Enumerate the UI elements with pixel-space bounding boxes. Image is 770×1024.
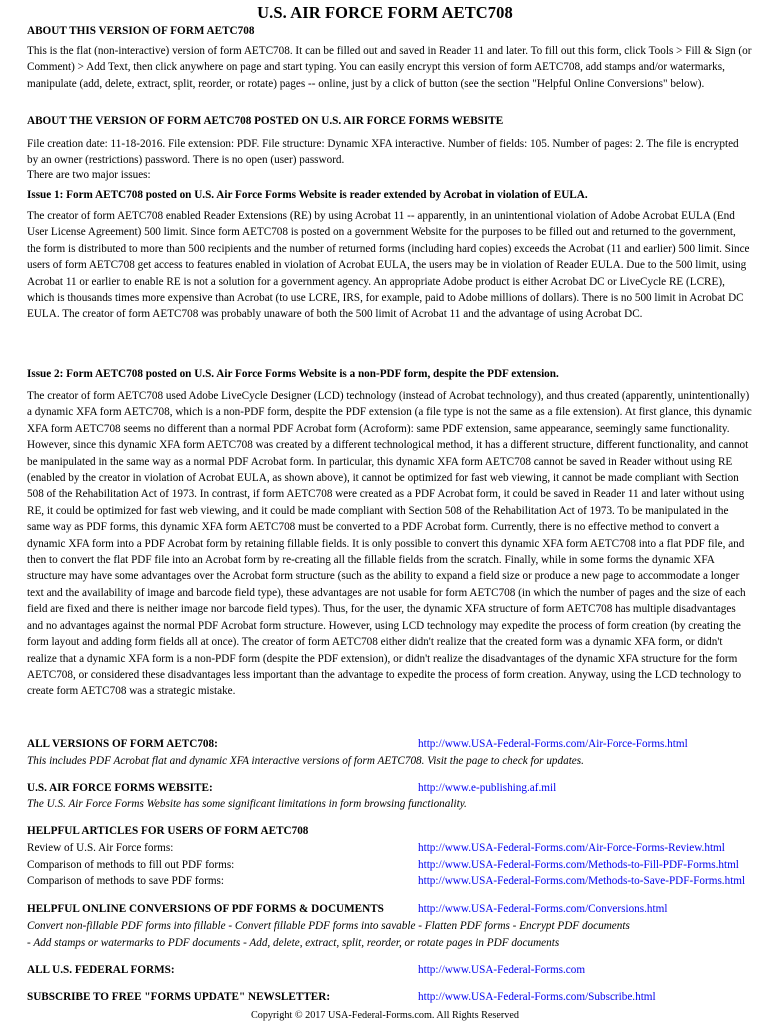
article-link-fill[interactable]: http://www.USA-Federal-Forms.com/Methods-to-Fill-PDF-Forms.html: [418, 859, 739, 871]
website-note: The U.S. Air Force Forms Website has some significant limitations in form browsing functionality.: [27, 798, 467, 810]
about-website-version-body: File creation date: 11-18-2016. File extension: PDF. File structure: Dynamic XFA interactive. Number of fields: 105. Number of pages: 2. The file is encrypted by an owner (restrictions) password. There is no open (user) password.: [27, 138, 739, 167]
issue2-heading: Issue 2: Form AETC708 posted on U.S. Air Force Forms Website is a non-PDF form, despite the PDF extension.: [27, 368, 559, 380]
website-label: U.S. AIR FORCE FORMS WEBSITE:: [27, 782, 213, 794]
article-link-review[interactable]: http://www.USA-Federal-Forms.com/Air-Force-Forms-Review.html: [418, 842, 725, 854]
all-federal-label: ALL U.S. FEDERAL FORMS:: [27, 964, 175, 976]
issues-intro: There are two major issues:: [27, 169, 151, 181]
helpful-articles-heading: HELPFUL ARTICLES FOR USERS OF FORM AETC708: [27, 825, 309, 837]
conversions-label: HELPFUL ONLINE CONVERSIONS OF PDF FORMS & DOCUMENTS: [27, 903, 384, 915]
subscribe-link[interactable]: http://www.USA-Federal-Forms.com/Subscribe.html: [418, 991, 656, 1003]
issue2-body: The creator of form AETC708 used Adobe LiveCycle Designer (LCD) technology (instead of Acrobat technology), and thus created (apparently, unintentionally) a dynamic XFA form AETC708, which is a non-PDF form, despite the PDF extension (a file type is not the same as a file extension). At first glance, this dynamic XFA form AETC708 seems no different than a normal PDF Acrobat form (Acroform): same PDF extension, same appearance, seemingly same functionality. However, since this dynamic XFA form AETC708 was created by a different technological method, it has a different structure, different functionality, and cannot be manipulated in the same way as a normal PDF Acrobat form. In particular, this dynamic XFA form AETC708 cannot be saved in Reader without using RE (enabled by the creator in violation of Acrobat EULA, as shown above), it cannot be optimized for fast web viewing, it cannot be made compliant with Section 508 of the Rehabilitation Act of 1973. In contrast, if form AETC708 were created as a PDF Acrobat form, it could be saved in Reader 11 and later without using RE, it could be optimized for fast web viewing, and it could be made compliant with Section 508 of the Rehabilitation Act of 1973. To be manipulated in the same way as PDF forms, this dynamic XFA form AETC708 must be converted to a PDF Acrobat form. Currently, there is no effective method to convert a dynamic XFA form into a PDF Acrobat form by retaining fillable fields. It is only possible to convert this dynamic XFA form AETC708 into a flat PDF file, and then to convert the flat PDF file into an Acrobat form by re-creating all the fillable fields from the scratch. Finally, while in some forms the dynamic XFA structure may have some advantages over the Acrobat form structure (such as the ability to expand a field size or produce a new page to accommodate a longer text and the availability of image and barcode field type), these advantages are not usable for form AETC708 (in which the number of pages and the size of each field are fixed and there is neither image nor barcode field types). Thus, for the user, the dynamic XFA structure of form AETC708 has multiple disadvantages and no advantages against the normal PDF Acrobat form structure. However, using LCD technology may expedite the process of form creation (by creating the form layout and adding form fields all at once). The creator of form AETC708 either didn't realize that the created form was a dynamic XFA form, or didn't realize that a dynamic XFA form is a non-PDF form (despite the PDF extension), or didn't realize the disadvantages of the dynamic XFA structure for the form AETC708, or considered these disadvantages less important than the advantage to expedite the process of form creation. Anyway, using the LCD technology to create form AETC708 was a strategic mistake.: [27, 390, 752, 698]
page-title: U.S. AIR FORCE FORM AETC708: [257, 3, 513, 22]
issue1-body: The creator of form AETC708 enabled Reader Extensions (RE) by using Acrobat 11 -- apparently, in an unintentional violation of Adobe Acrobat EULA (End User License Agreement) 500 limit. Since form AETC708 is posted on a government Website for the purposes to be filled out and returned to the government, the form is distributed to more than 500 recipients and the number of returned forms (including hard copies) exceeds the Acrobat (11 and earlier) 500 limit. Since users of form AETC708 get access to features enabled in violation of Acrobat EULA, the users may be in violation of Reader EULA. Due to the 500 limit, using Acrobat 11 or earlier to enable RE is not a solution for a government agency. An appropriate Adobe product is either Acrobat DC or LiveCycle RE (LCRE), which is thousands times more expensive than Acrobat (to use LCRE, IRS, for example, paid to Adobe millions of dollars). There is no 500 limit in Acrobat DC EULA. The creator of form AETC708 was probably unaware of both the 500 limit of Acrobat 11 and the advantage of using Acrobat DC.: [27, 210, 750, 321]
all-versions-link[interactable]: http://www.USA-Federal-Forms.com/Air-Force-Forms.html: [418, 738, 688, 750]
all-versions-label: ALL VERSIONS OF FORM AETC708:: [27, 738, 218, 750]
article-label-save: Comparison of methods to save PDF forms:: [27, 875, 225, 887]
all-versions-note: This includes PDF Acrobat flat and dynamic XFA interactive versions of form AETC708. Visit the page to check for updates.: [27, 755, 584, 767]
conversions-line1: Convert non-fillable PDF forms into fillable - Convert fillable PDF forms into savable - Flatten PDF forms - Encrypt PDF documents: [27, 920, 630, 932]
about-version-heading: ABOUT THIS VERSION OF FORM AETC708: [27, 25, 255, 37]
article-label-review: Review of U.S. Air Force forms:: [27, 842, 174, 854]
article-link-save[interactable]: http://www.USA-Federal-Forms.com/Methods-to-Save-PDF-Forms.html: [418, 875, 746, 887]
about-website-version-heading: ABOUT THE VERSION OF FORM AETC708 POSTED ON U.S. AIR FORCE FORMS WEBSITE: [27, 115, 504, 127]
issue1-heading: Issue 1: Form AETC708 posted on U.S. Air Force Forms Website is reader extended by Acrobat in violation of EULA.: [27, 189, 588, 201]
all-federal-link[interactable]: http://www.USA-Federal-Forms.com: [418, 964, 586, 976]
website-link[interactable]: http://www.e-publishing.af.mil: [418, 782, 557, 794]
about-version-body: This is the flat (non-interactive) version of form AETC708. It can be filled out and saved in Reader 11 and later. To fill out this form, click Tools > Fill & Sign (or Comment) > Add Text, then click anywhere on page and start typing. You can easily encrypt this version of form AETC708, add stamps and/or watermarks, manipulate (add, delete, extract, split, reorder, or rotate) pages -- online, just by a click of button (see the section "Helpful Online Conversions" below).: [27, 45, 752, 90]
conversions-link[interactable]: http://www.USA-Federal-Forms.com/Conversions.html: [418, 903, 668, 915]
conversions-line2: - Add stamps or watermarks to PDF documents - Add, delete, extract, split, reorder, or rotate pages in PDF documents: [27, 937, 560, 949]
article-label-fill: Comparison of methods to fill out PDF forms:: [27, 859, 235, 871]
copyright-footer: Copyright © 2017 USA-Federal-Forms.com. All Rights Reserved: [250, 1010, 520, 1021]
subscribe-label: SUBSCRIBE TO FREE "FORMS UPDATE" NEWSLETTER:: [27, 991, 331, 1003]
